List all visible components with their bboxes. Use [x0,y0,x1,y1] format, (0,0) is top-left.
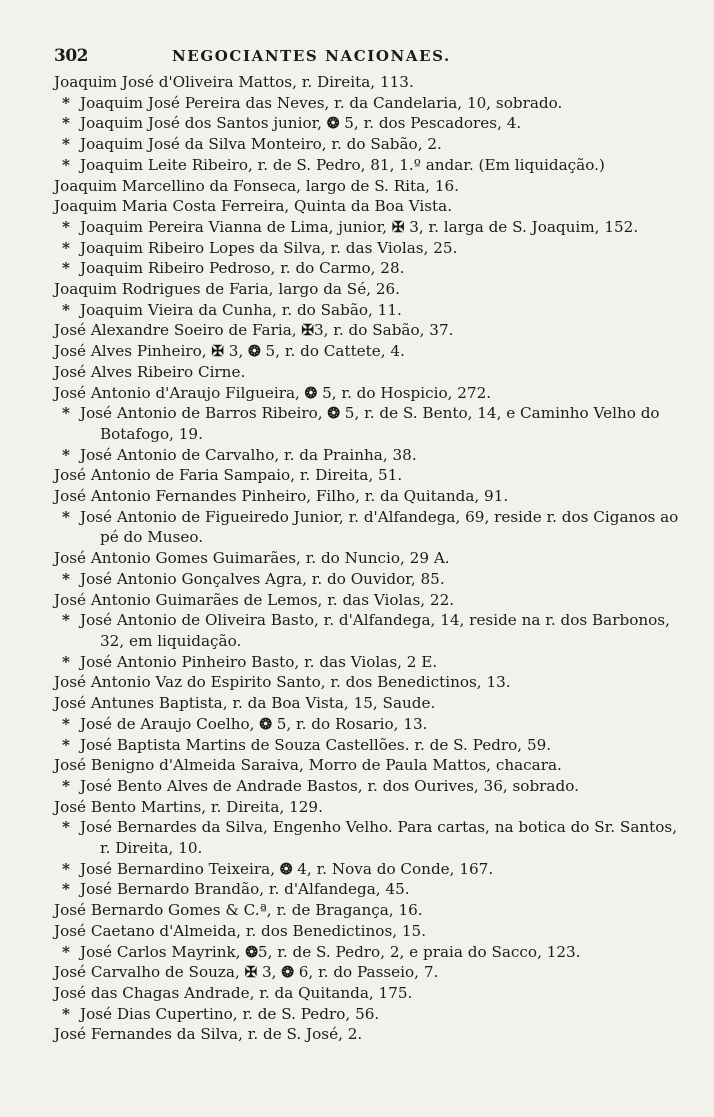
entry-text: José Antunes Baptista, r. da Boa Vista, 15, Saude. [54,694,436,713]
star-mark: * [62,300,70,319]
directory-entry [54,1004,684,1025]
directory-entry [54,652,684,673]
entry-text: José Antonio Guimarães de Lemos, r. das Violas, 22. [54,590,455,609]
entry-text: José das Chagas Andrade, r. da Quitanda, 175. [54,983,413,1002]
directory-entry [54,196,684,217]
entry-text: José Antonio de Faria Sampaio, r. Direita, 51. [54,466,403,485]
star-mark: * [62,569,70,588]
page-number: 302 [54,46,88,66]
directory-entry [54,735,684,756]
entry-text: José Benigno d'Almeida Saraiva, Morro de Paula Mattos, chacara. [54,756,562,775]
entry-text: Joaquim José dos Santos junior, [80,114,327,133]
star-mark: * [62,155,70,174]
directory-entry [54,859,684,880]
entry-text: Joaquim Ribeiro Pedroso, r. do Carmo, 28. [80,259,405,278]
directory-entry [54,320,684,341]
entry-text: José Fernandes da Silva, r. de S. José, 2. [54,1025,363,1044]
entry-text: 5, r. do Cattete, 4. [260,342,405,361]
entry-text: José de Araujo Coelho, [80,714,260,733]
directory-entry [54,879,684,900]
star-mark: * [62,507,70,526]
entry-text: Joaquim José d'Oliveira Mattos, r. Direita, 113. [54,73,414,91]
directory-entry [54,817,684,858]
entry-text: José Alves Pinheiro, [54,342,212,361]
directory-entry [54,983,684,1004]
entry-text: José Antonio de Carvalho, r. da Prainha, 38. [80,445,417,464]
directory-entry [54,258,684,279]
merchant-list [54,72,684,1045]
entry-text: 3, r. do Sabão, 37. [313,321,454,340]
entry-text: Joaquim José Pereira das Neves, r. da Candelaria, 10, sobrado. [80,93,563,112]
entry-text: José Bernardo Brandão, r. d'Alfandega, 45. [80,880,410,899]
entry-text: José Antonio Gomes Guimarães, r. do Nuncio, 29 A. [54,549,450,568]
order-badge-icon: ❂ [248,342,261,361]
directory-entry [54,714,684,735]
directory-entry [54,548,684,569]
star-mark: * [62,135,70,154]
star-mark: * [62,217,70,236]
entry-text: Joaquim Pereira Vianna de Lima, junior, [80,217,392,236]
directory-entry [54,465,684,486]
directory-entry [54,445,684,466]
entry-text: José Bento Alves de Andrade Bastos, r. dos Ourives, 36, sobrado. [80,776,579,795]
cross-icon: ✠ [391,217,405,236]
entry-text: José Antonio de Figueiredo Junior, r. d'Alfandega, 69, reside r. dos Ciganos ao pé do Museo. [80,507,679,547]
order-badge-icon: ❂ [326,114,340,133]
order-badge-icon: ❂ [281,963,294,982]
star-mark: * [62,714,70,733]
star-mark: * [62,942,70,961]
directory-entry [54,693,684,714]
entry-text: 5, r. de S. Pedro, 2, e praia do Sacco, 123. [257,942,581,961]
directory-entry [54,217,684,238]
directory-entry [54,962,684,983]
directory-entry [54,383,684,404]
entry-text: José Antonio Fernandes Pinheiro, Filho, r. da Quitanda, 91. [54,487,509,506]
entry-text: José Baptista Martins de Souza Castellões. r. de S. Pedro, 59. [80,735,552,754]
entry-text: Joaquim Rodrigues de Faria, largo da Sé, 26. [54,280,401,299]
directory-entry [54,279,684,300]
star-mark: * [62,880,70,899]
star-mark: * [62,404,70,423]
entry-text: 3, [223,342,249,361]
directory-entry [54,155,684,176]
directory-entry [54,507,684,548]
entry-text: José Bernardes da Silva, Engenho Velho. Para cartas, na botica do Sr. Santos, r. Direita, 10. [80,818,678,858]
entry-text: José Alves Ribeiro Cirne. [54,362,246,381]
entry-text: José Bernardino Teixeira, [80,859,280,878]
entry-text: Joaquim José da Silva Monteiro, r. do Sabão, 2. [80,135,442,154]
order-badge-icon: ❂ [304,383,318,402]
order-badge-icon: ❂ [245,942,258,961]
star-mark: * [62,652,70,671]
entry-text: 5, r. do Rosario, 13. [271,714,428,733]
directory-entry [54,942,684,963]
entry-text: Joaquim Ribeiro Lopes da Silva, r. das Violas, 25. [80,238,458,257]
entry-text: José Carvalho de Souza, [54,963,245,982]
entry-text: Joaquim Leite Ribeiro, r. de S. Pedro, 81, 1.º andar. (Em liquidação.) [80,155,605,174]
order-badge-icon: ❂ [327,404,340,423]
directory-entry [54,797,684,818]
entry-text: Joaquim Vieira da Cunha, r. do Sabão, 11. [80,300,402,319]
directory-entry [54,569,684,590]
entry-text: 3, r. larga de S. Joaquim, 152. [404,217,639,236]
entry-text: José Antonio de Barros Ribeiro, [80,404,328,423]
star-mark: * [62,445,70,464]
entry-text: José Bernardo Gomes & C.ª, r. de Bragança, 16. [54,901,423,920]
star-mark: * [62,611,70,630]
directory-entry [54,113,684,134]
directory-entry [54,362,684,383]
entry-text: 6, r. do Passeio, 7. [293,963,439,982]
star-mark: * [62,238,70,257]
directory-entry [54,755,684,776]
entry-text: José Caetano d'Almeida, r. dos Benedictinos, 15. [54,921,427,940]
entry-text: 5, r. de S. Bento, 14, e Caminho Velho do Botafogo, 19. [100,404,660,443]
entry-text: 4, r. Nova do Conde, 167. [292,859,494,878]
entry-text: 5, r. do Hospicio, 272. [317,383,492,402]
directory-entry [54,486,684,507]
directory-entry [54,900,684,921]
directory-entry [54,341,684,362]
order-badge-icon: ❂ [259,714,272,733]
star-mark: * [62,859,70,878]
entry-text: José Alexandre Soeiro de Faria, [54,321,302,340]
entry-text: José Antonio Gonçalves Agra, r. do Ouvidor, 85. [80,569,445,588]
directory-entry [54,176,684,197]
entry-text: 3, [257,963,282,982]
star-mark: * [62,259,70,278]
directory-entry [54,403,684,444]
directory-entry [54,300,684,321]
entry-text: José Dias Cupertino, r. de S. Pedro, 56. [80,1004,380,1023]
directory-entry [54,921,684,942]
page-header [54,46,684,70]
entry-text: 5, r. dos Pescadores, 4. [339,114,522,133]
cross-icon: ✠ [244,963,258,982]
cross-icon: ✠ [211,342,224,361]
directory-entry [54,590,684,611]
entry-text: José Antonio d'Araujo Filgueira, [54,383,305,402]
cross-icon: ✠ [301,321,314,340]
directory-entry [54,72,684,93]
entry-text: José Antonio de Oliveira Basto, r. d'Alfandega, 14, reside na r. dos Barbonos, 32, em liquidação. [80,611,670,650]
entry-text: José Carlos Mayrink, [80,942,246,961]
star-mark: * [62,93,70,112]
entry-text: José Antonio Pinheiro Basto, r. das Violas, 2 E. [80,652,438,671]
entry-text: José Bento Martins, r. Direita, 129. [54,797,323,816]
entry-text: Joaquim Maria Costa Ferreira, Quinta da Boa Vista. [54,197,453,216]
directory-entry [54,93,684,114]
directory-entry [54,672,684,693]
directory-entry [54,1024,684,1045]
star-mark: * [62,776,70,795]
directory-entry [54,776,684,797]
directory-entry [54,134,684,155]
entry-text: José Antonio Vaz do Espirito Santo, r. dos Benedictinos, 13. [54,673,511,692]
star-mark: * [62,818,70,837]
directory-entry [54,238,684,259]
star-mark: * [62,1004,70,1023]
running-title: NEGOCIANTES NACIONAES. [172,47,451,65]
star-mark: * [62,735,70,754]
directory-entry [54,610,684,651]
star-mark: * [62,114,70,133]
order-badge-icon: ❂ [279,859,293,878]
entry-text: Joaquim Marcellino da Fonseca, largo de S. Rita, 16. [54,176,459,195]
